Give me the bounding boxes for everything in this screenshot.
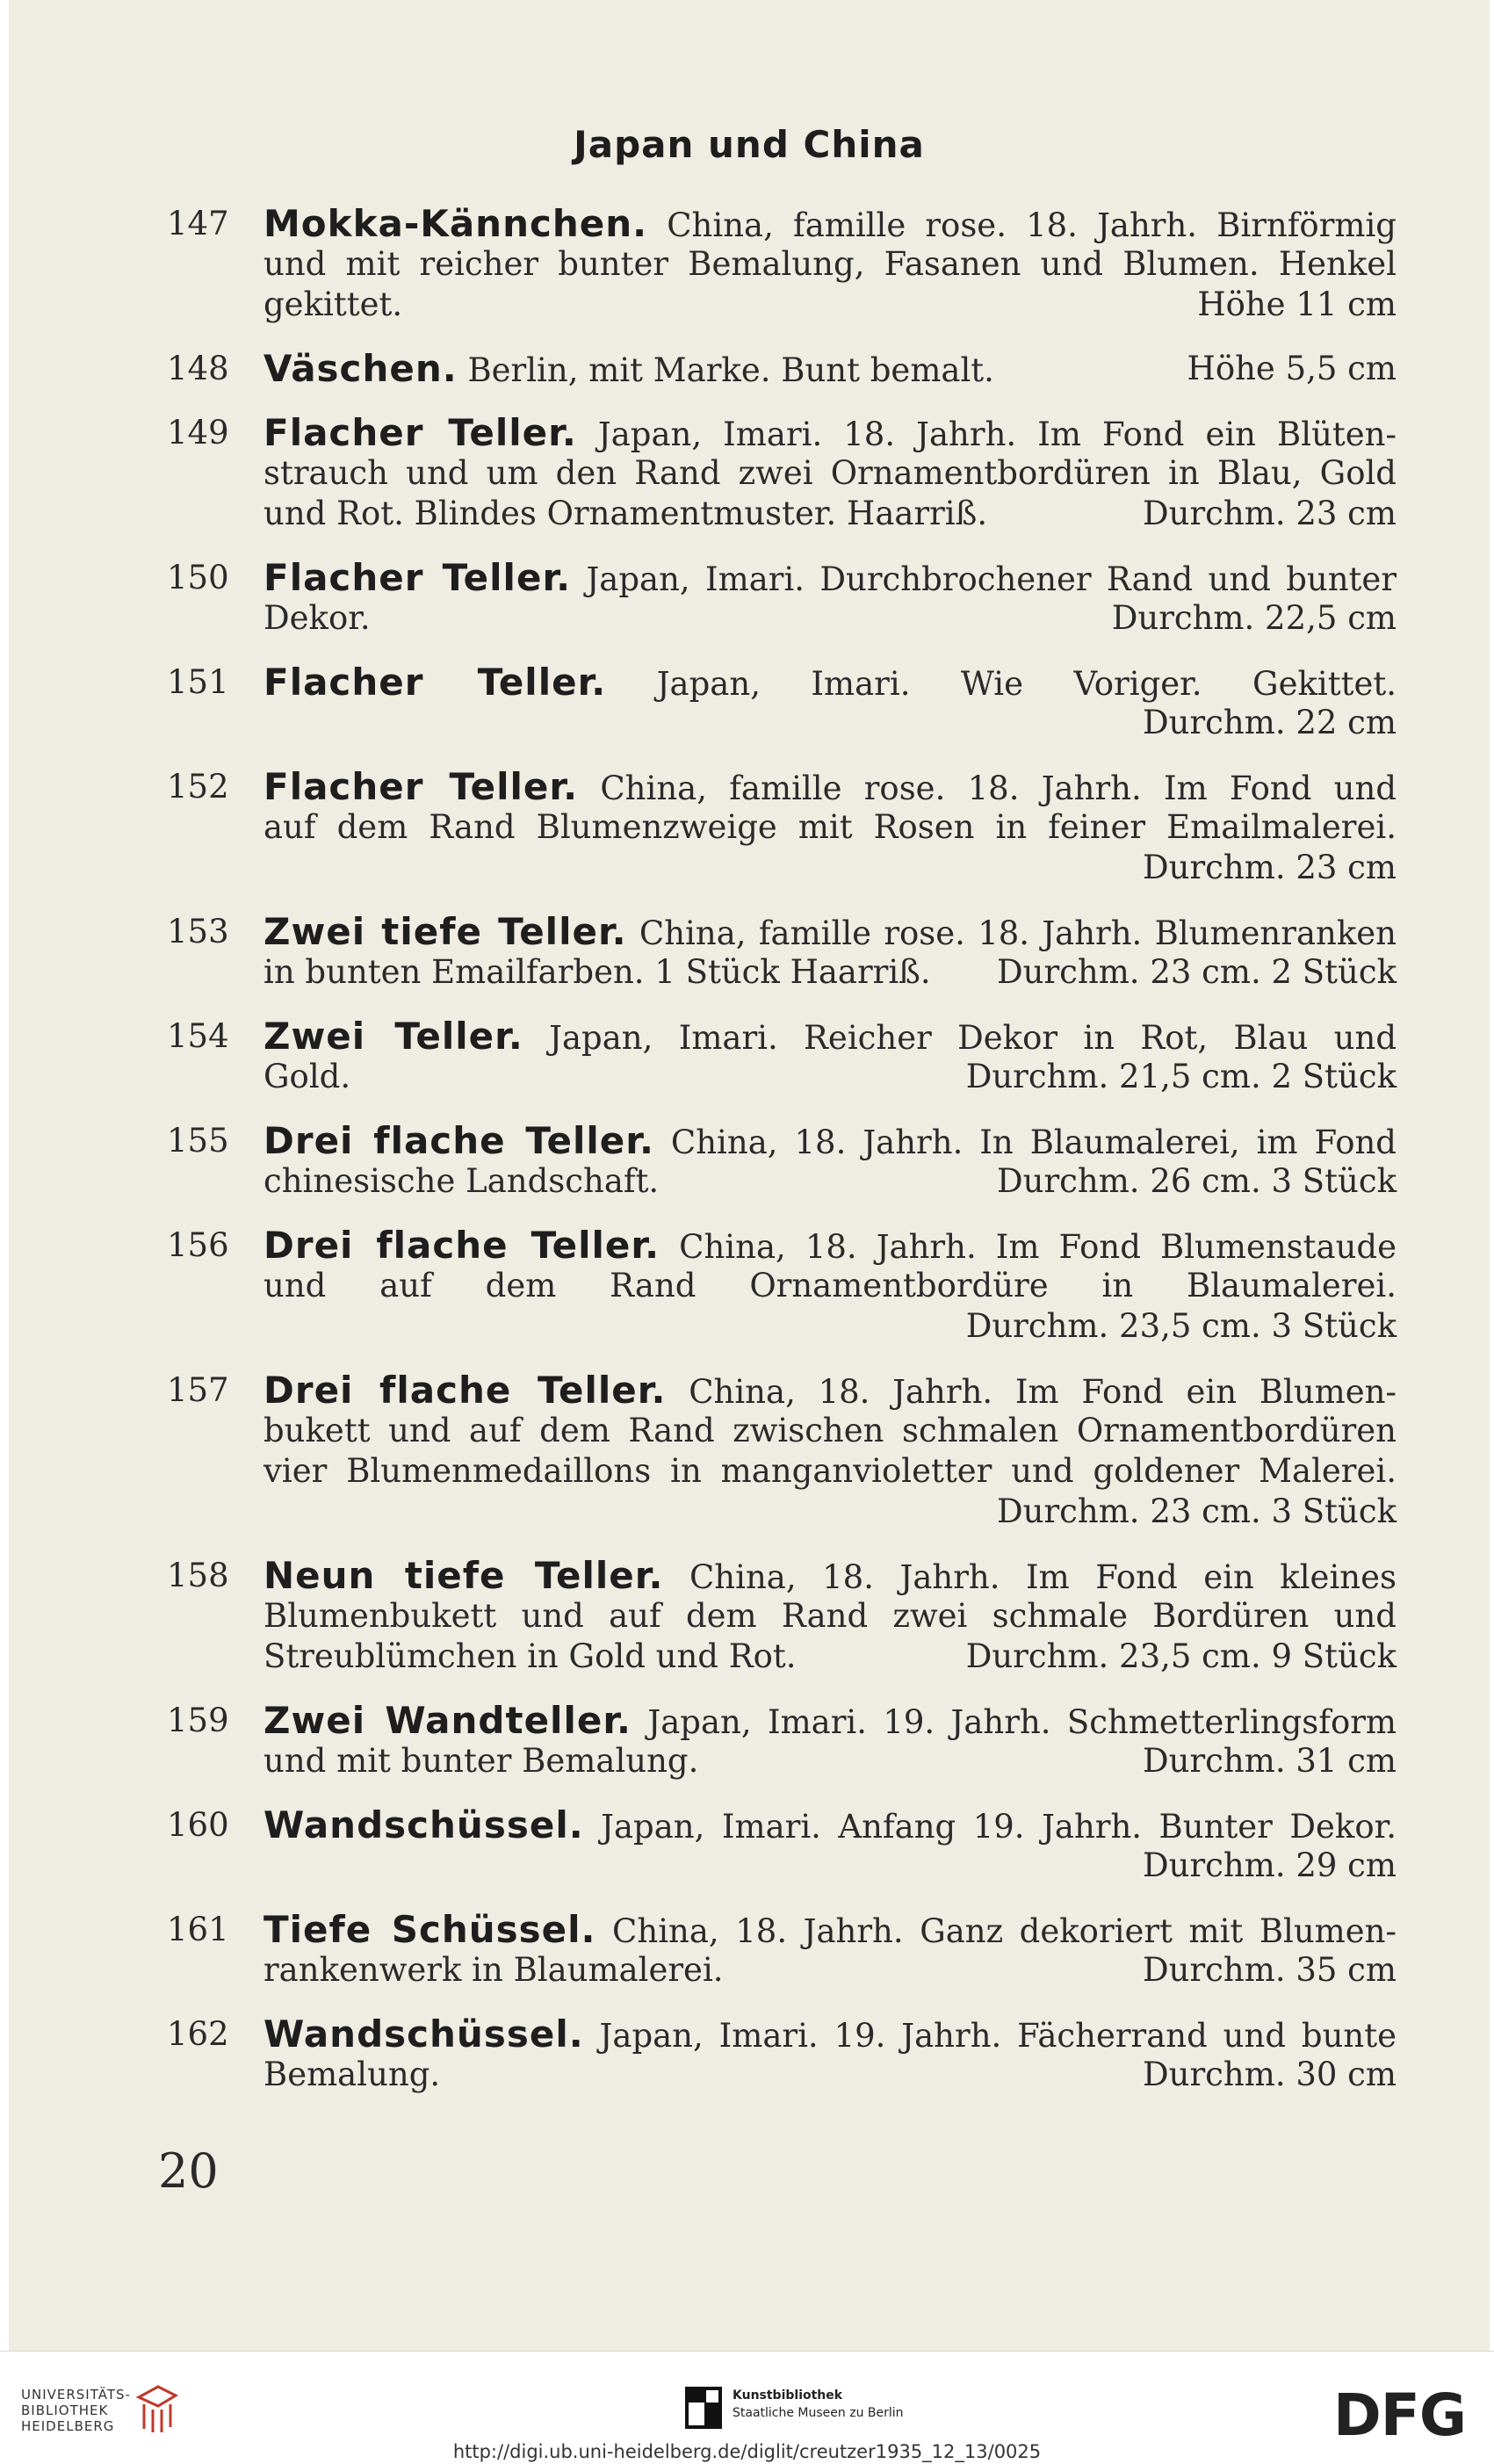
item-title: Väschen. <box>263 347 458 390</box>
entry-number: 158 <box>167 1557 229 1594</box>
catalog-entry <box>167 767 1397 888</box>
catalog-entry <box>167 1121 1397 1202</box>
item-measurement: Durchm. 23,5 cm. 9 Stück <box>965 1637 1397 1675</box>
catalog-entry <box>167 558 1397 639</box>
item-title: Mokka-Kännchen. <box>263 202 648 245</box>
university-library-logo-text <box>21 2387 131 2434</box>
item-title: Drei flache Teller. <box>263 1119 654 1162</box>
item-measurement: Durchm. 23 cm <box>1143 495 1397 532</box>
entry-line <box>263 1596 1397 1637</box>
item-title: Flacher Teller. <box>263 765 579 808</box>
entry-description <box>263 1805 1397 1886</box>
item-title: Wandschüssel. <box>263 2012 584 2056</box>
item-text: Japan, Imari. Wie Voriger. Gekittet. <box>606 665 1397 703</box>
catalog-entry <box>167 1910 1397 1991</box>
item-text: China, 18. Jahrh. Im Fond Blumenstaude <box>660 1228 1397 1266</box>
catalog-entry <box>167 912 1397 993</box>
item-title: Drei flache Teller. <box>263 1369 667 1412</box>
entry-line-text <box>263 454 1397 492</box>
item-measurement: Höhe 5,5 cm <box>1187 350 1397 387</box>
entry-line <box>263 912 1397 952</box>
entry-line <box>263 1225 1397 1266</box>
entry-description <box>263 413 1397 534</box>
entry-number: 161 <box>167 1911 229 1948</box>
entry-number: 149 <box>167 414 229 452</box>
entry-line-text <box>263 245 1397 283</box>
item-text: Streublümchen in Gold und Rot. <box>263 1637 797 1675</box>
entry-line-text <box>263 598 371 639</box>
entry-description <box>263 2014 1397 2095</box>
item-title: Zwei Teller. <box>263 1015 523 1058</box>
entry-line-text <box>263 1161 659 1202</box>
catalog-entry <box>167 1225 1397 1347</box>
entry-description <box>263 349 1397 389</box>
entry-line <box>263 285 1397 325</box>
entry-line <box>263 1950 1397 1991</box>
entry-number: 152 <box>167 768 229 806</box>
catalog-entry <box>167 1805 1397 1886</box>
entry-description <box>263 1121 1397 1202</box>
entry-line <box>263 204 1397 244</box>
entry-number: 159 <box>167 1702 229 1739</box>
item-text: vier Blumenmedaillons in manganvioletter und goldener Malerei. <box>263 1452 1397 1490</box>
item-measurement: Durchm. 29 cm <box>1143 1846 1397 1884</box>
entry-description <box>263 662 1397 743</box>
entry-number: 156 <box>167 1226 229 1264</box>
entry-line-text <box>263 349 994 389</box>
catalog-entry <box>167 1370 1397 1532</box>
university-line: HEIDELBERG <box>21 2418 115 2434</box>
item-title: Drei flache Teller. <box>263 1224 660 1267</box>
entry-line <box>263 1306 1397 1347</box>
entry-line <box>263 494 1397 534</box>
entry-line-text <box>263 1637 797 1677</box>
entry-line-text <box>263 202 1397 245</box>
kunstbibliothek-label <box>733 2387 904 2422</box>
entry-line-text <box>263 1267 1397 1304</box>
entry-line <box>263 244 1397 285</box>
item-text: Dekor. <box>263 599 371 637</box>
entry-line-text <box>263 411 1397 454</box>
entry-line <box>263 1637 1397 1677</box>
catalog-entry <box>167 662 1397 743</box>
entry-number: 155 <box>167 1122 229 1160</box>
entry-line <box>263 807 1397 848</box>
entry-number: 154 <box>167 1017 229 1055</box>
entry-number: 151 <box>167 663 229 701</box>
item-text: und mit reicher bunter Bemalung, Fasanen und Blumen. Henkel <box>263 245 1397 283</box>
entry-line-text <box>263 1412 1397 1449</box>
item-text: rankenwerk in Blaumalerei. <box>263 1951 724 1989</box>
entry-line <box>263 2014 1397 2055</box>
entry-number: 148 <box>167 350 229 387</box>
entry-line-text <box>263 2055 440 2095</box>
item-measurement: Durchm. 31 cm <box>1143 1742 1397 1780</box>
entry-line <box>263 703 1397 743</box>
entry-line <box>263 1556 1397 1596</box>
item-title: Neun tiefe Teller. <box>263 1554 664 1597</box>
entry-line-text <box>263 285 402 325</box>
item-text: China, famille rose. 18. Jahrh. Blumenranken <box>626 914 1397 952</box>
entry-line-text <box>263 556 1397 599</box>
entry-line-text <box>263 494 987 534</box>
entry-description <box>263 1225 1397 1347</box>
entry-line <box>263 1492 1397 1532</box>
entry-line-text <box>263 1741 698 1781</box>
kunstbibliothek-logo-icon <box>685 2387 722 2429</box>
entry-line <box>263 848 1397 888</box>
item-measurement: Durchm. 22,5 cm <box>1111 599 1397 637</box>
item-text: Japan, Imari. Durchbrochener Rand und bunter <box>571 560 1397 598</box>
entry-line-text <box>263 1597 1397 1635</box>
item-measurement: Durchm. 21,5 cm. 2 Stück <box>965 1058 1397 1095</box>
entry-line-text <box>263 661 1397 704</box>
entry-line <box>263 1016 1397 1057</box>
item-title: Tiefe Schüssel. <box>263 1908 596 1951</box>
scanned-page <box>9 0 1490 2351</box>
catalog-entry <box>167 1016 1397 1097</box>
entry-line <box>263 1846 1397 1886</box>
item-text: und auf dem Rand Ornamentbordüre in Blaumalerei. <box>263 1267 1397 1304</box>
item-title: Zwei Wandteller. <box>263 1699 632 1742</box>
entry-line <box>263 1266 1397 1306</box>
running-header: Japan und China <box>574 123 925 166</box>
item-text: Gold. <box>263 1058 351 1095</box>
item-text: und Rot. Blindes Ornamentmuster. Haarriß. <box>263 495 988 532</box>
entry-line <box>263 413 1397 453</box>
catalog-entries <box>167 204 1397 2119</box>
item-text: Japan, Imari. 18. Jahrh. Im Fond ein Blüten- <box>576 415 1397 453</box>
item-text: Japan, Imari. 19. Jahrh. Schmetterlingsform <box>632 1703 1397 1741</box>
entry-description <box>263 767 1397 888</box>
university-line: UNIVERSITÄTS- <box>21 2387 131 2403</box>
entry-line-text <box>263 1554 1397 1597</box>
entry-line-text <box>263 1119 1397 1162</box>
entry-description <box>263 1910 1397 1991</box>
item-text: strauch und um den Rand zwei Ornamentbordüren in Blau, Gold <box>263 454 1397 492</box>
item-measurement: Durchm. 26 cm. 3 Stück <box>996 1162 1397 1200</box>
kunstbibliothek-name: Kunstbibliothek <box>733 2388 843 2403</box>
entry-line <box>263 598 1397 639</box>
item-title: Wandschüssel. <box>263 1803 584 1846</box>
entry-number: 150 <box>167 559 229 596</box>
entry-line <box>263 1910 1397 1950</box>
entry-line <box>263 1161 1397 1202</box>
item-text: China, 18. Jahrh. In Blaumalerei, im Fond <box>653 1124 1397 1161</box>
entry-line-text <box>263 952 931 993</box>
entry-description <box>263 558 1397 639</box>
item-text: und mit bunter Bemalung. <box>263 1742 699 1780</box>
item-text: gekittet. <box>263 285 403 323</box>
item-text: auf dem Rand Blumenzweige mit Rosen in feiner Emailmalerei. <box>263 808 1397 846</box>
entry-line <box>263 1805 1397 1846</box>
item-text: Berlin, mit Marke. Bunt bemalt. <box>457 351 994 389</box>
entry-line-text <box>263 808 1397 846</box>
entry-description <box>263 1556 1397 1677</box>
item-measurement: Durchm. 30 cm <box>1143 2056 1397 2093</box>
entry-line <box>263 1057 1397 1097</box>
entry-line-text <box>263 1699 1397 1742</box>
item-title: Zwei tiefe Teller. <box>263 910 627 953</box>
item-text: China, 18. Jahrh. Im Fond ein Blumen- <box>666 1373 1397 1411</box>
item-text: Japan, Imari. Anfang 19. Jahrh. Bunter Dekor. <box>583 1808 1397 1846</box>
item-title: Flacher Teller. <box>263 661 607 704</box>
item-text: China, 18. Jahrh. Ganz dekoriert mit Blumen- <box>595 1912 1397 1950</box>
entry-line-text <box>263 1369 1397 1412</box>
item-text: Bemalung. <box>263 2056 441 2093</box>
entry-line <box>263 1701 1397 1741</box>
entry-line-text <box>263 1224 1397 1267</box>
item-text: Japan, Imari. Reicher Dekor in Rot, Blau und <box>523 1019 1397 1057</box>
item-title: Flacher Teller. <box>263 411 577 454</box>
entry-line-text <box>263 1908 1397 1951</box>
item-text: bukett und auf dem Rand zwischen schmalen Ornamentbordüren <box>263 1412 1397 1449</box>
entry-line-text <box>263 1803 1397 1846</box>
entry-line-text <box>263 765 1397 808</box>
item-text: Japan, Imari. 19. Jahrh. Fächerrand und bunte <box>583 2017 1397 2055</box>
entry-line <box>263 662 1397 703</box>
item-measurement: Durchm. 23,5 cm. 3 Stück <box>965 1307 1397 1345</box>
entry-line <box>263 1741 1397 1781</box>
entry-line-text <box>263 1950 724 1991</box>
item-text: China, 18. Jahrh. Im Fond ein kleines <box>663 1558 1397 1596</box>
university-line: BIBLIOTHEK <box>21 2403 109 2418</box>
catalog-entry <box>167 349 1397 389</box>
entry-description <box>263 1370 1397 1532</box>
item-text: chinesische Landschaft. <box>263 1162 660 1200</box>
entry-number: 147 <box>167 205 229 242</box>
entry-description <box>263 912 1397 993</box>
item-measurement: Durchm. 23 cm. 3 Stück <box>996 1492 1397 1530</box>
entry-line <box>263 349 1397 389</box>
entry-line <box>263 1451 1397 1492</box>
entry-line-text <box>263 2012 1397 2056</box>
entry-line <box>263 1411 1397 1451</box>
entry-line-text <box>263 1015 1397 1058</box>
dfg-logo: DFG <box>1333 2381 1467 2449</box>
entry-number: 160 <box>167 1806 229 1844</box>
entry-description <box>263 1701 1397 1781</box>
item-measurement: Höhe 11 cm <box>1197 285 1397 323</box>
item-measurement: Durchm. 23 cm <box>1143 849 1397 886</box>
item-measurement: Durchm. 23 cm. 2 Stück <box>996 953 1397 991</box>
item-title: Flacher Teller. <box>263 556 572 599</box>
entry-number: 157 <box>167 1371 229 1409</box>
entry-description <box>263 204 1397 325</box>
entry-line <box>263 453 1397 494</box>
entry-line <box>263 952 1397 993</box>
catalog-entry <box>167 1701 1397 1781</box>
entry-line <box>263 767 1397 807</box>
item-text: Blumenbukett und auf dem Rand zwei schmale Bordüren und <box>263 1597 1397 1635</box>
source-url-link[interactable]: http://digi.ub.uni-heidelberg.de/diglit/creutzer1935_12_13/0025 <box>452 2441 1042 2462</box>
item-measurement: Durchm. 35 cm <box>1143 1951 1397 1989</box>
kunstbibliothek-subtitle: Staatliche Museen zu Berlin <box>733 2406 904 2420</box>
entry-line <box>263 558 1397 598</box>
entry-line-text <box>263 1452 1397 1490</box>
entry-line <box>263 1370 1397 1411</box>
catalog-entry <box>167 204 1397 325</box>
item-text: in bunten Emailfarben. 1 Stück Haarriß. <box>263 953 931 991</box>
item-text: China, famille rose. 18. Jahrh. Im Fond und <box>578 770 1397 807</box>
entry-line <box>263 2055 1397 2095</box>
entry-line-text <box>263 1057 350 1097</box>
item-measurement: Durchm. 22 cm <box>1143 704 1397 741</box>
page-number: 20 <box>158 2143 219 2199</box>
catalog-entry <box>167 1556 1397 1677</box>
entry-line <box>263 1121 1397 1161</box>
catalog-entry <box>167 2014 1397 2095</box>
digitization-footer <box>0 2351 1494 2464</box>
catalog-entry <box>167 413 1397 534</box>
item-text: China, famille rose. 18. Jahrh. Birnförmig <box>647 206 1397 244</box>
entry-number: 162 <box>167 2015 229 2053</box>
university-library-icon <box>132 2380 183 2436</box>
entry-number: 153 <box>167 913 229 950</box>
entry-description <box>263 1016 1397 1097</box>
entry-line-text <box>263 910 1397 953</box>
